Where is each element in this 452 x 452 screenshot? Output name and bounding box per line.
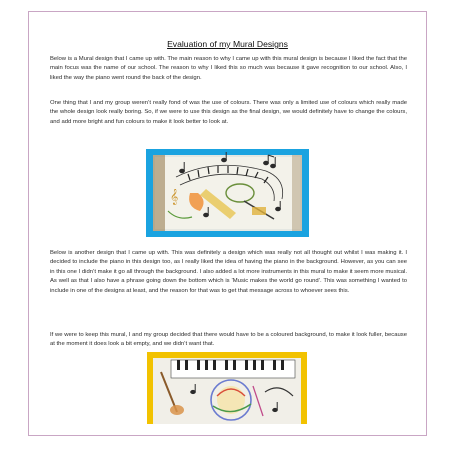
paragraph-2: One thing that I and my group weren’t really fond of was the use of colours. There was only a limited use of colours which really made the whole design look really boring. So, if we were to use this design as the final design, we would definitely have to change the colours, and add more bright and fun colours to make it look better to look at. [50,100,407,125]
paragraph-1: Below is a Mural design that I came up with. The main reason to why I came up with this mural design is because I liked the fact that the main focus was the name of our school. The reason to why I liked this so much was because it gave recognition to our school. Also, I liked the way the piano went round the back of the design. [50,56,407,81]
paragraph-4: If we were to keep this mural, I and my group decided that there would have to be a coloured background, to make it look fuller, because at the moment it does look a bit empty, and we didn’t want that. [50,332,407,348]
document-title: Evaluation of my Mural Designs [167,39,288,49]
svg-text:𝄞: 𝄞 [170,189,179,205]
mural-design-photo-2 [147,352,307,424]
document-page [28,11,427,436]
mural-design-photo-1 [146,149,309,237]
paragraph-3: Below is another design that I came up with. This was definitely a design which was really not all thought out whilst I was making it. I decided to include the piano in this design too, as I really liked the idea of having the piano in the background. However, as you can see in this one I didn’t make it go all through the background. I also added a lot more instruments in this mural to make it seem more musical. As well as that I also have a phrase going down the bottom which is ‘Music makes the world go round’. This was something I wanted to include in one of the designs at least, and the reason for that was to get that message across to whoever sees this. [50,250,407,294]
